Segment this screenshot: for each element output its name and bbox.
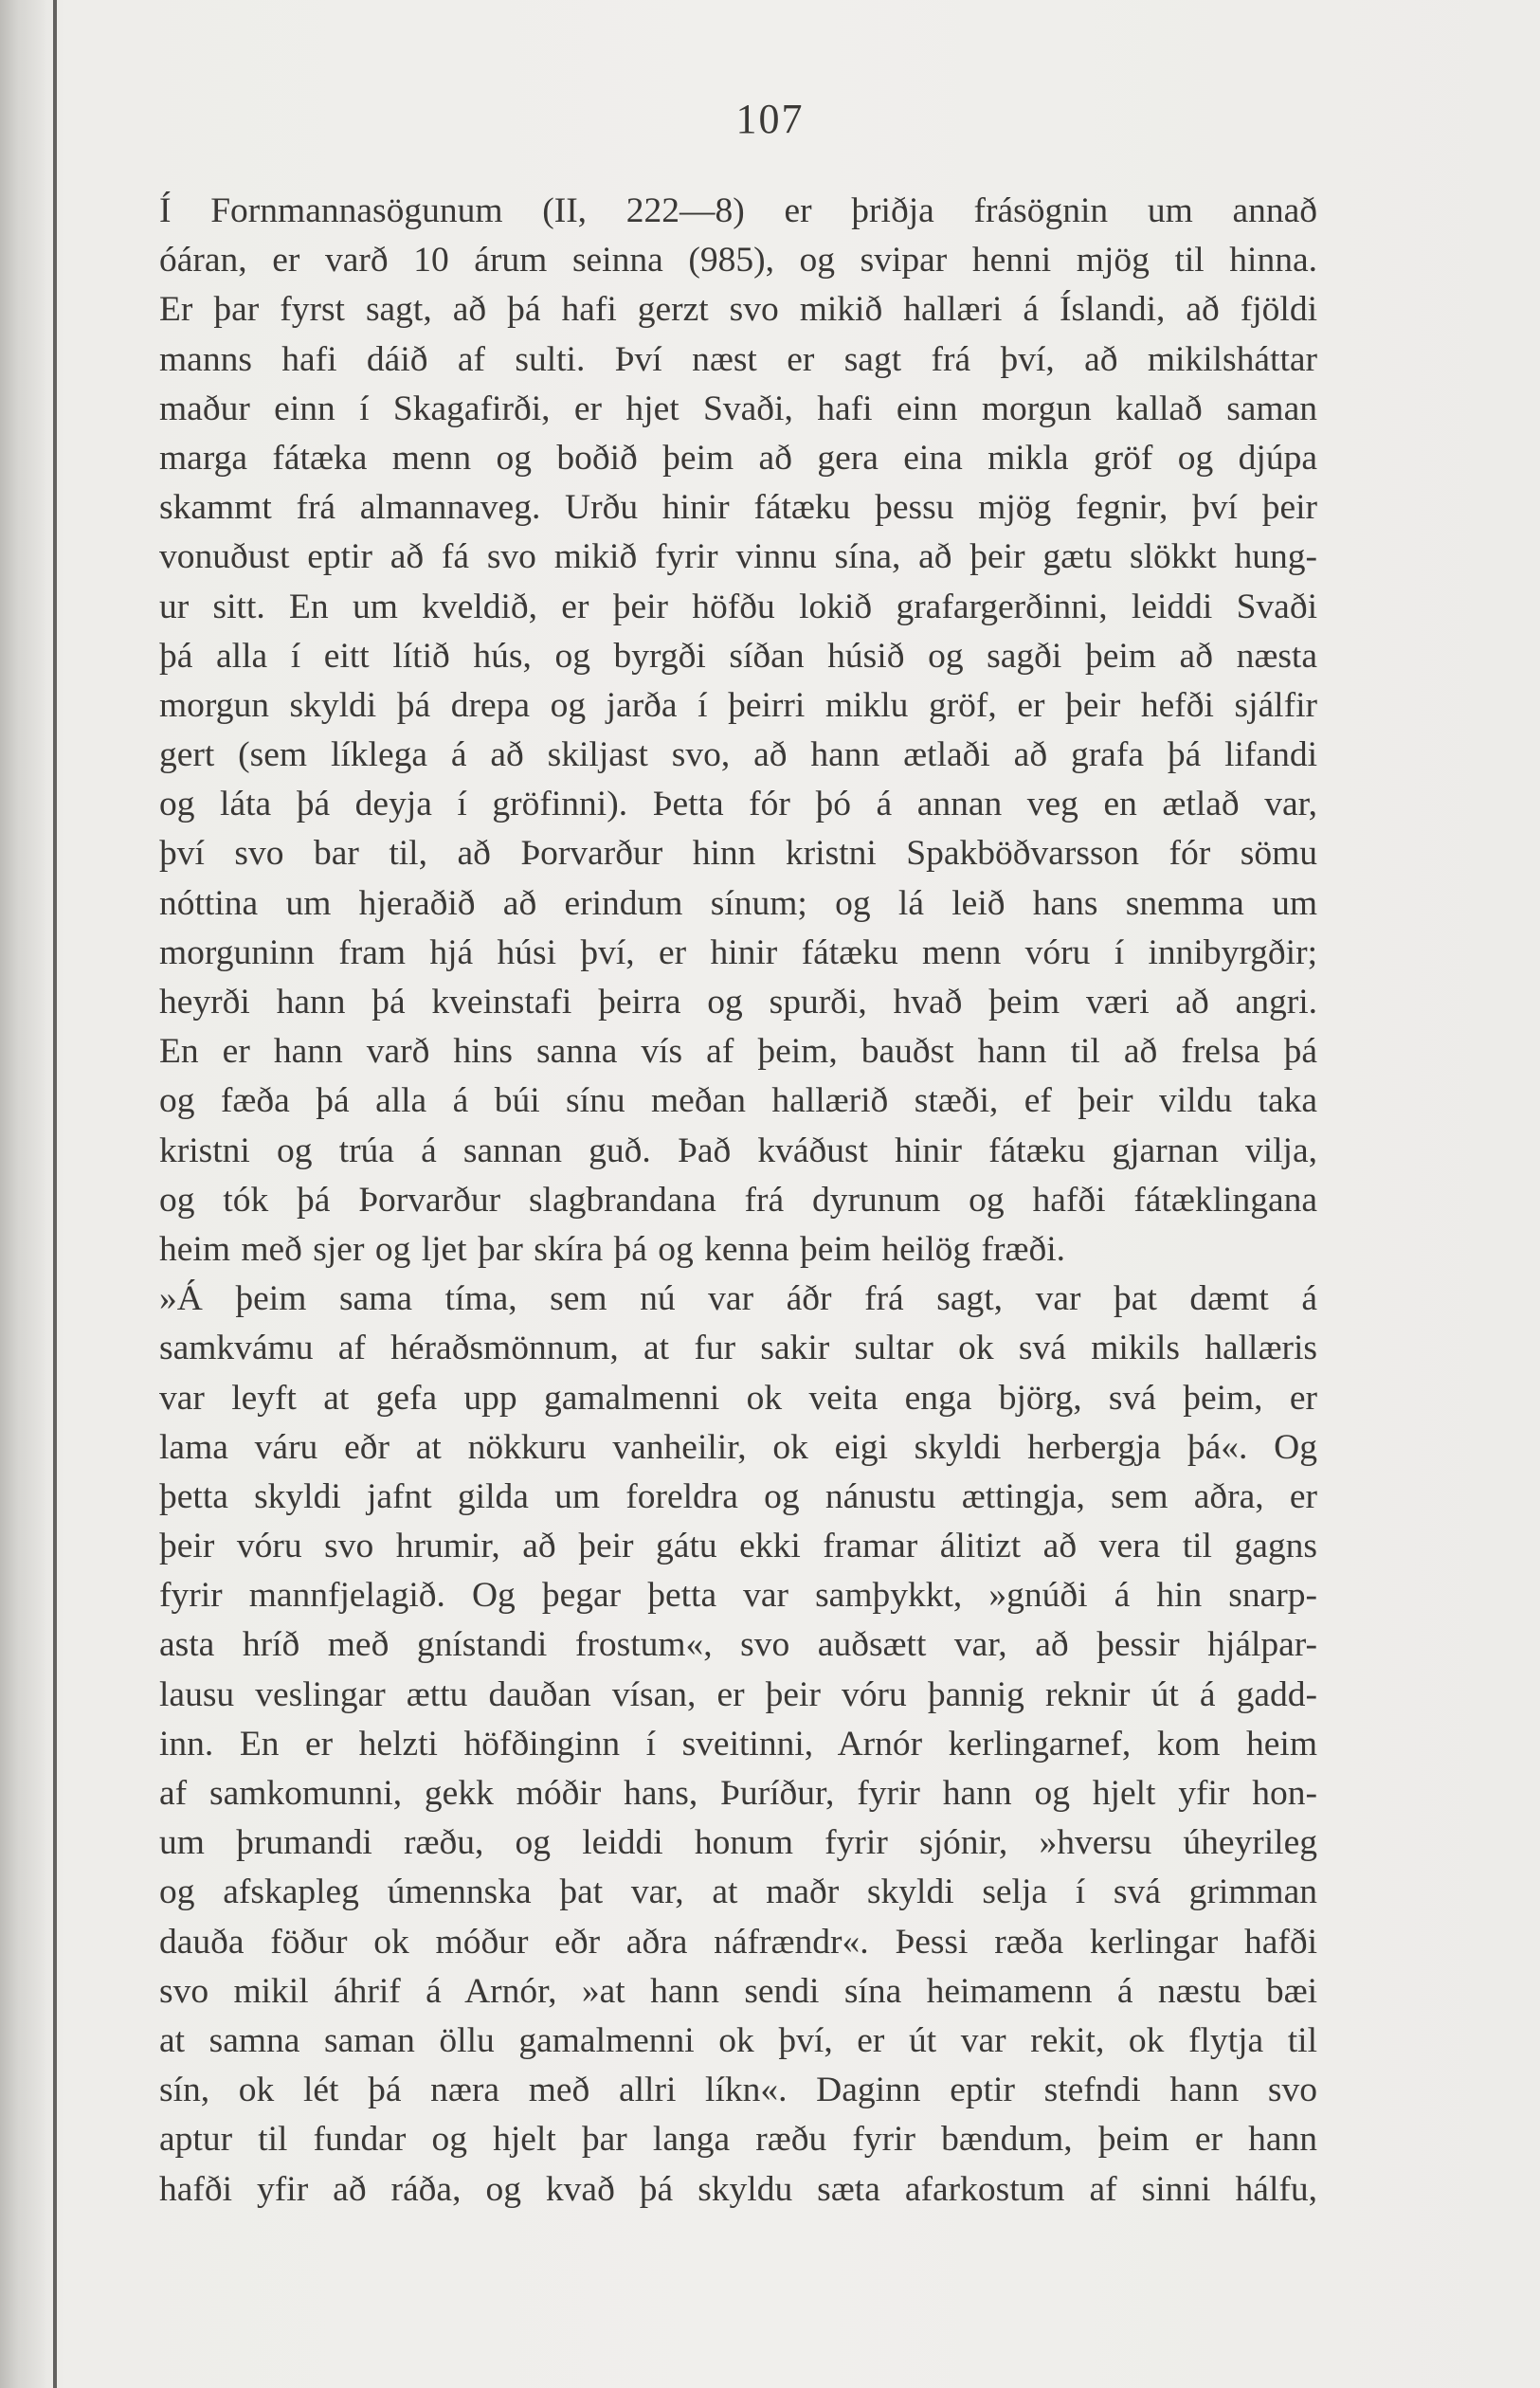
text-line: sín, ok lét þá næra með allri líkn«. Daginn eptir stefndi hann svo bbox=[159, 2071, 1317, 2110]
page-number: 107 bbox=[735, 96, 805, 142]
text-line: manns hafi dáið af sulti. Því næst er sagt frá því, að mikilsháttar bbox=[159, 339, 1317, 379]
text-line: fyrir mannfjelagið. Og þegar þetta var samþykkt, »gnúði á hin snarp- bbox=[159, 1576, 1317, 1616]
text-line: asta hríð með gnístandi frostum«, svo auðsætt var, að þessir hjálpar- bbox=[159, 1625, 1317, 1665]
text-line: »Á þeim sama tíma, sem nú var áðr frá sagt, var þat dæmt á bbox=[159, 1279, 1317, 1319]
body-text bbox=[159, 187, 1317, 2215]
text-line: hafði yfir að ráða, og kvað þá skyldu sæta afarkostum af sinni hálfu, bbox=[159, 2169, 1317, 2209]
text-line: var leyft at gefa upp gamalmenni ok veita enga björg, svá þeim, er bbox=[159, 1378, 1317, 1418]
text-line: og láta þá deyja í gröfinni). Þetta fór þó á annan veg en ætlað var, bbox=[159, 785, 1317, 824]
text-line: nóttina um hjeraðið að erindum sínum; og lá leið hans snemma um bbox=[159, 883, 1317, 923]
text-line: þeir vóru svo hrumir, að þeir gátu ekki framar álitizt að vera til gagns bbox=[159, 1527, 1317, 1566]
text-line: skammt frá almannaveg. Urðu hinir fátæku þessu mjög fegnir, því þeir bbox=[159, 488, 1317, 528]
text-line: óáran, er varð 10 árum seinna (985), og svipar henni mjög til hinna. bbox=[159, 241, 1317, 280]
text-line: af samkomunni, gekk móðir hans, Þuríður, fyrir hann og hjelt yfir hon- bbox=[159, 1774, 1317, 1813]
text-line: ur sitt. En um kveldið, er þeir höfðu lokið grafargerðinni, leiddi Svaði bbox=[159, 587, 1317, 626]
text-line: og fæða þá alla á búi sínu meðan hallærið stæði, ef þeir vildu taka bbox=[159, 1081, 1317, 1121]
text-line: maður einn í Skagafirði, er hjet Svaði, hafi einn morgun kallað saman bbox=[159, 389, 1317, 428]
text-line: morgun skyldi þá drepa og jarða í þeirri miklu gröf, er þeir hefði sjálfir bbox=[159, 685, 1317, 725]
text-line: vonuðust eptir að fá svo mikið fyrir vinnu sína, að þeir gætu slökkt hung- bbox=[159, 537, 1317, 577]
text-line: lama váru eðr at nökkuru vanheilir, ok eigi skyldi herbergja þá«. Og bbox=[159, 1427, 1317, 1467]
text-line: um þrumandi ræðu, og leiddi honum fyrir sjónir, »hversu úheyrileg bbox=[159, 1823, 1317, 1863]
text-line: þá alla í eitt lítið hús, og byrgði síðan húsið og sagði þeim að næsta bbox=[159, 636, 1317, 676]
text-line: svo mikil áhrif á Arnór, »at hann sendi sína heimamenn á næstu bæi bbox=[159, 1971, 1317, 2011]
text-line: gert (sem líklega á að skiljast svo, að hann ætlaði að grafa þá lifandi bbox=[159, 735, 1317, 775]
text-line: marga fátæka menn og boðið þeim að gera eina mikla gröf og djúpa bbox=[159, 438, 1317, 478]
text-line: aptur til fundar og hjelt þar langa ræðu fyrir bændum, þeim er hann bbox=[159, 2120, 1317, 2160]
text-line: og afskapleg úmennska þat var, at maðr skyldi selja í svá grimman bbox=[159, 1872, 1317, 1912]
text-line: inn. En er helzti höfðinginn í sveitinni, Arnór kerlingarnef, kom heim bbox=[159, 1724, 1317, 1764]
text-line: kristni og trúa á sannan guð. Það kváðust hinir fátæku gjarnan vilja, bbox=[159, 1131, 1317, 1170]
text-line: En er hann varð hins sanna vís af þeim, bauðst hann til að frelsa þá bbox=[159, 1032, 1317, 1072]
text-line: lausu veslingar ættu dauðan vísan, er þeir vóru þannig reknir út á gadd- bbox=[159, 1674, 1317, 1714]
text-line: Er þar fyrst sagt, að þá hafi gerzt svo mikið hallæri á Íslandi, að fjöldi bbox=[159, 290, 1317, 330]
text-line: og tók þá Þorvarður slagbrandana frá dyrunum og hafði fátæklingana bbox=[159, 1180, 1317, 1220]
text-line: því svo bar til, að Þorvarður hinn kristni Spakböðvarsson fór sömu bbox=[159, 834, 1317, 874]
text-line: morguninn fram hjá húsi því, er hinir fátæku menn vóru í innibyrgðir; bbox=[159, 932, 1317, 972]
spine-shadow bbox=[0, 0, 47, 2388]
spine-edge bbox=[53, 0, 57, 2388]
text-line: at samna saman öllu gamalmenni ok því, er út var rekit, ok flytja til bbox=[159, 2020, 1317, 2060]
text-line: þetta skyldi jafnt gilda um foreldra og nánustu ættingja, sem aðra, er bbox=[159, 1476, 1317, 1516]
text-line: Í Fornmannasögunum (II, 222—8) er þriðja frásögnin um annað bbox=[159, 191, 1317, 230]
text-line: heim með sjer og ljet þar skíra þá og kenna þeim heilög fræði. bbox=[159, 1229, 1066, 1269]
text-line: heyrði hann þá kveinstafi þeirra og spurði, hvað þeim væri að angri. bbox=[159, 983, 1317, 1022]
text-line: dauða föður ok móður eðr aðra náfrændr«. Þessi ræða kerlingar hafði bbox=[159, 1922, 1317, 1962]
text-line: samkvámu af héraðsmönnum, at fur sakir sultar ok svá mikils hallæris bbox=[159, 1329, 1317, 1368]
